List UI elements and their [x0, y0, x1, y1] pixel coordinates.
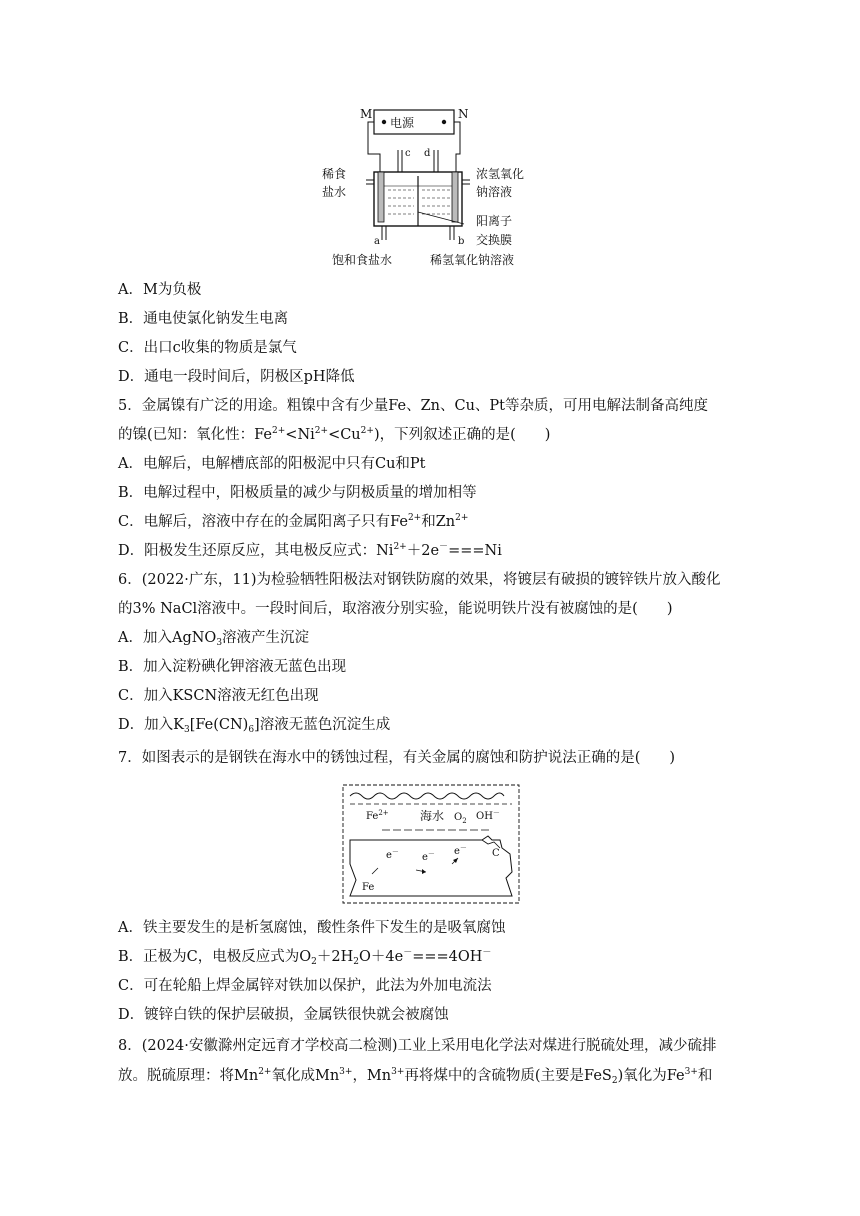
electrolysis-cell-diagram [318, 104, 538, 272]
q8-stem-line2: 放。脱硫原理：将$Mn^{2+}$氧化成$Mn^{3+}$，$Mn^{3+}$再将煤中的含硫物质(主要是FeS$_2$)氧化为$Fe^{3+}$和 [118, 1067, 713, 1086]
q6-stem-line2: 的3% NaCl溶液中。一段时间后，取溶液分别实验，能说明铁片没有被腐蚀的是( ) [118, 601, 673, 617]
q5-stem-line2: 的镍(已知：氧化性：$Fe^{2+}<Ni^{2+}<Cu^{2+}$)，下列叙述正确的是( ) [118, 426, 551, 443]
electron-label-1: e－ [386, 848, 399, 861]
outlet-c-label: c [405, 148, 411, 159]
power-label: 电源 [390, 116, 415, 130]
q7-option-c: C．可在轮船上焊金属锌对铁加以保护，此法为外加电流法 [118, 978, 492, 994]
q8-stem-line1: 8．(2024·安徽滁州定远育才学校高二检测)工业上采用电化学法对煤进行脱硫处理，减少硫排 [118, 1038, 717, 1054]
q7-option-b: B．正极为C，电极反应式为$O_2+2H_2O+4e^-===4OH^-$ [118, 948, 492, 967]
q7-option-a: A．铁主要发生的是析氢腐蚀，酸性条件下发生的是吸氧腐蚀 [118, 920, 506, 936]
iron-label: Fe [362, 882, 375, 893]
electron-label-2: e－ [422, 850, 435, 863]
bottom-right-label: 稀氢氧化钠溶液 [430, 253, 515, 267]
carbon-label: C [492, 848, 500, 859]
membrane-label-1: 阳离子 [476, 214, 513, 228]
q6-option-c: C．加入KSCN溶液无红色出现 [118, 688, 319, 704]
left-top-label-1: 稀食 [322, 167, 347, 181]
hydroxide-label: OH－ [476, 809, 500, 822]
q5-option-a: A．电解后，电解槽底部的阳极泥中只有Cu和Pt [118, 456, 426, 472]
seawater-label: 海水 [420, 809, 445, 823]
q6-stem-line1: 6．(2022·广东，11)为检验牺牲阳极法对钢铁防腐的效果，将镀层有破损的镀锌铁片放入酸化 [118, 572, 721, 588]
oxygen-label: $O_2$ [454, 812, 467, 825]
q6-option-b: B．加入淀粉碘化钾溶液无蓝色出现 [118, 659, 347, 675]
q6-option-a: A．加入AgNO$_3$溶液产生沉淀 [118, 630, 310, 648]
left-top-label-2: 盐水 [322, 185, 347, 199]
q5-option-b: B．电解过程中，阳极质量的减少与阴极质量的增加相等 [118, 485, 477, 501]
corrosion-diagram [342, 784, 520, 904]
q5-option-c: C．电解后，溶液中存在的金属阳离子只有$Fe^{2+}$和$Zn^{2+}$ [118, 513, 469, 530]
terminal-m-label: M [360, 107, 373, 121]
q5-option-d: D．阳极发生还原反应，其电极反应式：$Ni^{2+}+2e^-===Ni$ [118, 542, 502, 559]
right-top-label-2: 钠溶液 [476, 185, 513, 199]
inlet-a-label: a [374, 236, 380, 247]
q4-option-d: D．通电一段时间后，阴极区pH降低 [118, 369, 355, 385]
q7-option-d: D．镀锌白铁的保护层破损，金属铁很快就会被腐蚀 [118, 1007, 449, 1023]
inlet-b-label: b [458, 236, 465, 247]
bottom-left-label: 饱和食盐水 [332, 253, 393, 267]
fe2-ion-label: $Fe^{2+}$ [366, 809, 389, 822]
outlet-d-label: d [424, 148, 431, 159]
q6-option-d: D．加入$K_3[Fe(CN)_6]$溶液无蓝色沉淀生成 [118, 717, 391, 735]
terminal-n-label: N [458, 107, 469, 121]
right-top-label-1: 浓氢氧化 [476, 167, 525, 181]
electron-label-3: e－ [454, 844, 467, 857]
membrane-label-2: 交换膜 [476, 233, 513, 247]
q4-option-a: A．M为负极 [118, 282, 202, 298]
q4-option-c: C．出口c收集的物质是氯气 [118, 340, 297, 356]
q5-stem-line1: 5．金属镍有广泛的用途。粗镍中含有少量Fe、Zn、Cu、Pt等杂质，可用电解法制备高纯度 [118, 398, 709, 414]
q7-stem: 7．如图表示的是钢铁在海水中的锈蚀过程，有关金属的腐蚀和防护说法正确的是( ) [118, 750, 676, 766]
q4-option-b: B．通电使氯化钠发生电离 [118, 311, 289, 327]
